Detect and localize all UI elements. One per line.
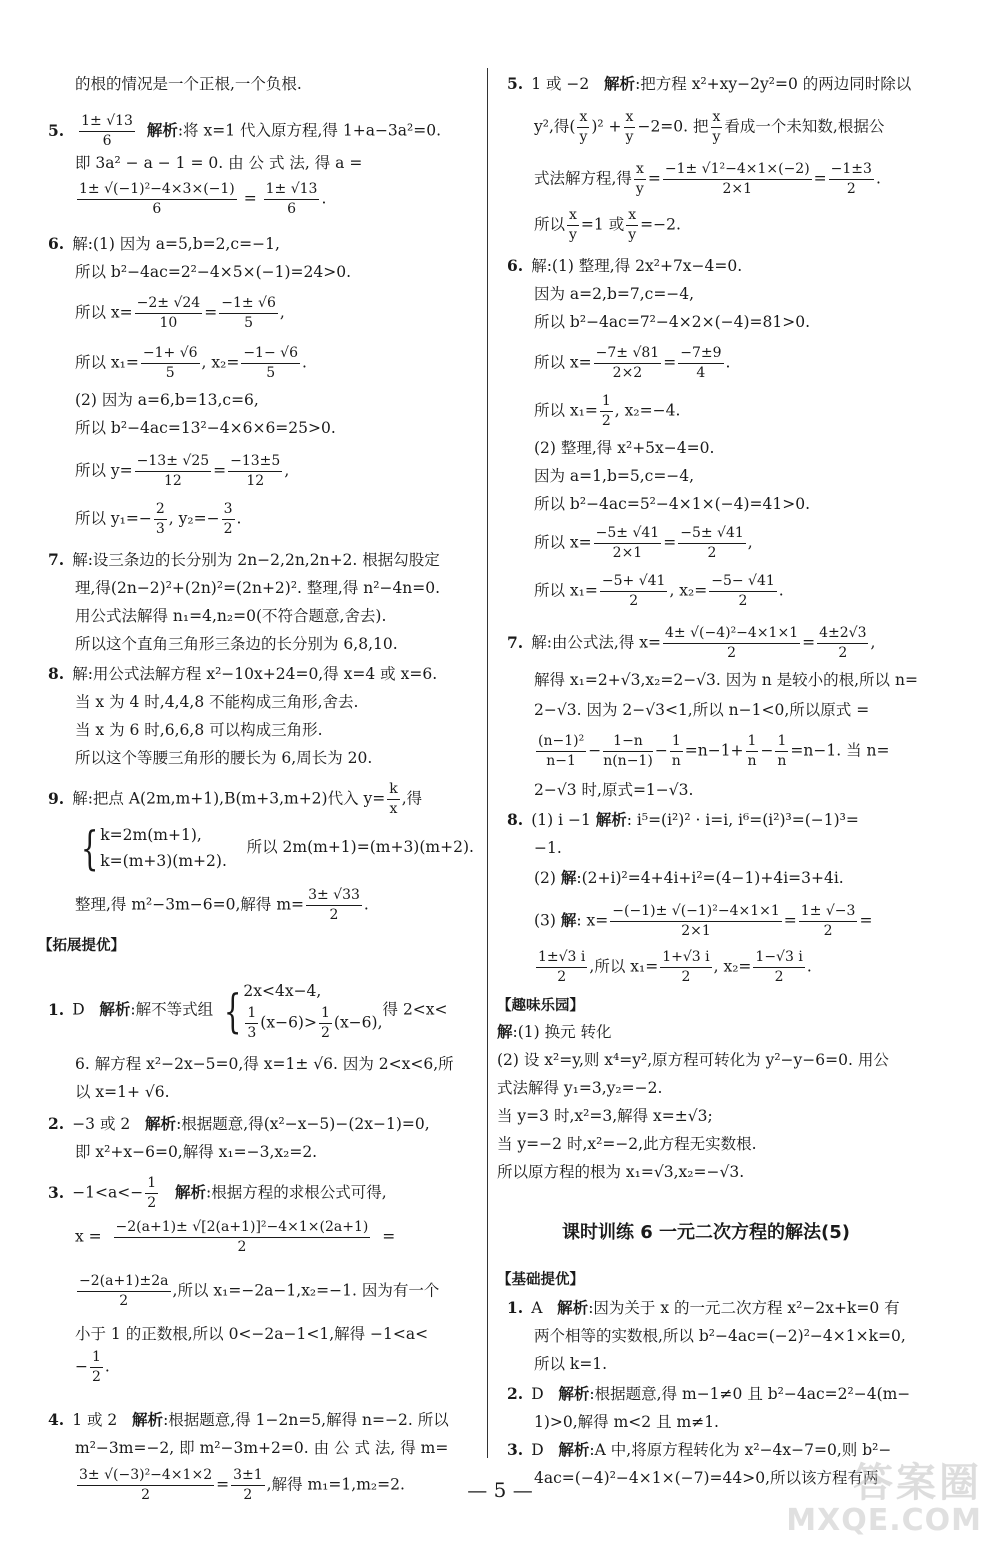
text-line: (2) 整理,得 x²+5x−4=0. [534,439,715,457]
column-divider [487,68,488,1458]
formula-line: 整理,得 m²−3m−6=0,解得 m= $\frac{3\pm √33}{2}$ . [75,887,369,923]
basic-3: 3. D 解析:A 中,将原方程转化为 x²−4x−7=0,则 b²− [507,1440,892,1459]
text-line: (2) 因为 a=6,b=13,c=6, [75,391,259,409]
text-line: 所以 b²−4ac=2²−4×5×(−1)=24>0. [75,263,352,281]
text-line: 即 x²+x−6=0,解得 x₁=−3,x₂=2. [75,1143,318,1161]
text-line: (2) 设 x²=y,则 x⁴=y²,原方程可转化为 y²−y−6=0. 用公 [497,1051,889,1069]
text-line: 所以 k=1. [534,1355,608,1373]
text-line: 当 y=−2 时,x²=−2,此方程无实数根. [497,1135,757,1153]
question-6: 6. 解:(1) 整理,得 2x²+7x−4=0. [507,256,743,275]
equation-system: { k=2m(m+1), k=(m+3)(m+2). 所以 2m(m+1)=(m+3)(m+2). [80,821,474,875]
formula-line: x = $\frac{\text{−2(a+1)± √[2(a+1)]²−4×1×(2a+1)}}{2}$ = [75,1219,396,1255]
formula-line: 所以 x₁= $\frac{1}{2}$ , x₂=−4. [534,393,681,429]
text-line: 解:(1) 换元 转化 [497,1022,612,1041]
text-line: 6. 解方程 x²−2x−5=0,得 x=1± √6. 因为 2<x<6,所 [75,1055,454,1073]
section-heading: 【趣味乐园】 [497,998,584,1014]
text-line: 所以这个直角三角形三条边的长分别为 6,8,10. [75,635,398,653]
extension-4: 4. 1 或 2 解析:根据题意,得 1−2n=5,解得 n=−2. 所以 [48,1410,449,1429]
formula-line: 所以 x= $\frac{-5\pm √41}{2\times 1}$ = $\frac{-5\pm √41}{2}$ , [534,525,753,561]
text-line: 所以 b²−4ac=13²−4×6×6=25>0. [75,419,336,437]
question-7: 7. 解:由公式法,得 x= $\frac{\text{4± √(−4)²−4×1×1}}{2}$ = $\frac{4\pm 2√3}{2}$ , [507,625,876,661]
page-number: — 5 — [467,1478,533,1502]
formula-line: 所以 x= $\frac{-2\pm √24}{10}$ = $\frac{-1\pm √6}{5}$ , [75,295,285,331]
formula-line: $\frac{\text{(n−1)²}}{n-1}$ − $\frac{1-n}{n(n-1)}$ − $\frac{1}{n}$ =n−1+ $\frac{1}{n}$ − $\frac{1}{n}$ =n−1. 当 n= [538,733,890,769]
text-line: 所以这个等腰三角形的腰长为 6,周长为 20. [75,749,373,767]
question-8: 8. 解:用公式法解方程 x²−10x+24=0,得 x=4 或 x=6. [48,664,438,683]
text-line: 因为 a=1,b=5,c=−4, [534,467,695,485]
text-line: 用公式法解得 n₁=4,n₂=0(不符合题意,舍去). [75,607,387,625]
formula-line: $\frac{\text{1± √(−1)²−4×3×(−1)}}{6}$ = $\frac{1\pm √13}{6}$ . [79,181,327,217]
text-line: 所以 b²−4ac=7²−4×2×(−4)=81>0. [534,313,811,331]
text-line: 2−√3 时,原式=1−√3. [534,781,694,799]
basic-2: 2. D 解析:根据题意,得 m−1≠0 且 b²−4ac=2²−4(m− [507,1384,911,1403]
text-line: 因为 a=2,b=7,c=−4, [534,285,695,303]
text-line: 所以原方程的根为 x₁=√3,x₂=−√3. [497,1163,745,1181]
text-line: 式法解得 y₁=3,y₂=−2. [497,1079,663,1097]
text-line: m²−3m=−2, 即 m²−3m+2=0. 由 公 式 法, 得 m= [75,1439,449,1457]
extension-1: 1. D 解析:解不等式组 { 2x<4x−4, $\frac{1}{3}$ (x−6)> $\frac{1}{2}$ (x−6), 得 2<x< [48,982,448,1041]
formula-line: y²,得( $\frac{x}{y}$ )² + $\frac{x}{y}$ −2=0. 把 $\frac{x}{y}$ 看成一个未知数,根据公 [534,109,885,145]
text-line: 以 x=1+ √6. [75,1083,170,1101]
text-line: 即 3a² − a − 1 = 0. 由 公 式 法, 得 a = [75,154,363,172]
formula-line: 所以 x= $\frac{-7\pm √81}{2\times 2}$ = $\frac{-7\pm 9}{4}$ . [534,345,731,381]
formula-line: $\frac{1\pm√3 i}{2}$ ,所以 x₁= $\frac{1+√3 i}{2}$ , x₂= $\frac{1-√3 i}{2}$ . [538,949,812,985]
question-5: 5. $\frac{1\pm √13}{6}$ 解析:将 x=1 代入原方程,得 1+a−3a²=0. [48,113,442,149]
text-line: (2) 解:(2+i)²=4+4i+i²=(4−1)+4i=3+4i. [534,868,844,887]
text-line: 两个相等的实数根,所以 b²−4ac=(−2)²−4×1×k=0, [534,1327,906,1345]
question-8: 8. (1) i −1 解析: i⁵=(i²)² · i=i, i⁶=(i²)³=(−1)³= [507,810,859,829]
text-line: 4ac=(−4)²−4×1×(−7)=44>0,所以该方程有两 [534,1469,879,1487]
formula-line: 所以 x₁= $\frac{-5+ √41}{2}$ , x₂= $\frac{-5- √41}{2}$ . [534,573,784,609]
formula-line: − $\frac{1}{2}$ . [75,1349,110,1385]
question-6: 6. 解:(1) 因为 a=5,b=2,c=−1, [48,234,280,253]
fraction: $\frac{1\pm √13}{6}$ [81,113,133,149]
text-line: −1. [534,839,562,857]
question-9: 9. 解:把点 A(2m,m+1),B(m+3,m+2)代入 y= $\frac{k}{x}$ ,得 [48,781,423,817]
watermark-url: MXQE.COM [786,1503,982,1538]
text-line: 理,得(2n−2)²+(2n)²=(2n+2)². 整理,得 n²−4n=0. [75,579,441,597]
text-line: 2−√3. 因为 2−√3<1,所以 n−1<0,所以原式 = [534,701,870,719]
formula-line: 式法解方程,得 $\frac{x}{y}$ = $\frac{\text{−1± √1²−4×1×(−2)}}{2\times 1}$ = $\frac{-1\pm 3}{2}$ . [534,161,881,197]
text-line: 1)>0,解得 m<2 且 m≠1. [534,1413,719,1431]
formula-line: 所以 y₁=− $\frac{2}{3}$ , y₂=− $\frac{3}{2}$ . [75,501,242,537]
basic-1: 1. A 解析:因为关于 x 的一元二次方程 x²−2x+k=0 有 [507,1298,900,1317]
extension-3: 3. −1<a<− $\frac{1}{2}$ 解析:根据方程的求根公式可得, [48,1175,387,1211]
formula-line: $\frac{-2(a+1)\pm 2a}{2}$ ,所以 x₁=−2a−1,x₂=−1. 因为有一个 [79,1273,440,1309]
formula-line: 所以 x₁= $\frac{-1+ √6}{5}$ , x₂= $\frac{-1- √6}{5}$ . [75,345,307,381]
section-title: 课时训练 6 一元二次方程的解法(5) [562,1222,851,1243]
question-7: 7. 解:设三条边的长分别为 2n−2,2n,2n+2. 根据勾股定 [48,550,440,569]
formula-line: $\frac{\text{3± √(−3)²−4×1×2}}{2}$ = $\frac{3\pm 1}{2}$ ,解得 m₁=1,m₂=2. [79,1467,405,1503]
text-line: 所以 b²−4ac=5²−4×1×(−4)=41>0. [534,495,811,513]
watermark-logo: 答案圈 [853,1460,982,1506]
text-line: 当 y=3 时,x²=3,解得 x=±√3; [497,1107,713,1125]
watermark [786,1461,982,1537]
formula-line: (3) 解: x= $\frac{\text{−(−1)± √(−1)²−4×1×1}}{2\times 1}$ = $\frac{1\pm √-3}{2}$ = [534,903,873,939]
section-heading: 【基础提优】 [497,1272,584,1288]
text-line: 的根的情况是一个正根,一个负根. [75,75,302,93]
text-line: 解得 x₁=2+√3,x₂=2−√3. 因为 n 是较小的根,所以 n= [534,671,918,689]
extension-2: 2. −3 或 2 解析:根据题意,得(x²−x−5)−(2x−1)=0, [48,1114,430,1133]
text-line: 当 x 为 6 时,6,6,8 可以构成三角形. [75,721,323,739]
formula-line: 所以 $\frac{x}{y}$ =1 或 $\frac{x}{y}$ =−2. [534,207,681,243]
text-line: 小于 1 的正数根,所以 0<−2a−1<1,解得 −1<a< [75,1325,429,1343]
question-5: 5. 1 或 −2 解析:把方程 x²+xy−2y²=0 的两边同时除以 [507,74,912,93]
text-line: 当 x 为 4 时,4,4,8 不能构成三角形,舍去. [75,693,359,711]
formula-line: 所以 y= $\frac{-13\pm √25}{12}$ = $\frac{-13\pm 5}{12}$ , [75,453,290,489]
section-heading: 【拓展提优】 [38,938,125,954]
